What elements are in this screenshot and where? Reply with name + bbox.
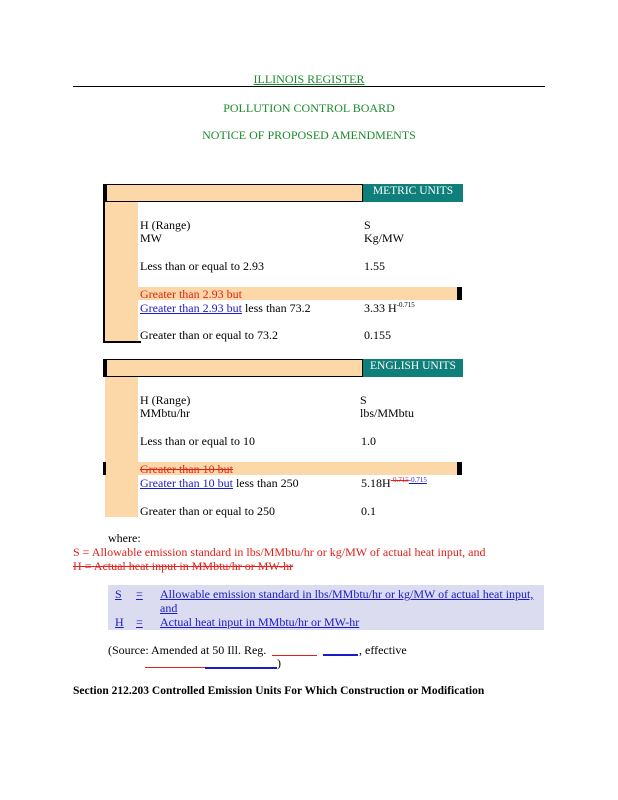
english-col1-unit: MMbtu/hr <box>140 406 191 420</box>
english-units-label: ENGLISH UNITS <box>363 359 463 377</box>
english-row2-label <box>140 476 299 491</box>
old-s-definition: S = Allowable emission standard in lbs/MMbtu/hr or kg/MW of actual heat input, and <box>73 545 486 559</box>
effective-blank-red <box>145 667 205 668</box>
source-blank-blue <box>323 654 358 656</box>
metric-row2-rest: less than 73.2 <box>241 301 311 315</box>
metric-row2-marker <box>457 287 462 300</box>
english-row1-value: 1.0 <box>361 434 376 448</box>
metric-row3-label: Greater than or equal to 73.2 <box>140 328 278 342</box>
metric-bottom-border <box>103 341 141 343</box>
source-effective: , effective <box>359 643 407 657</box>
english-side-fill <box>105 377 138 517</box>
metric-col1-unit: MW <box>140 231 162 245</box>
register-title: ILLINOIS REGISTER <box>253 72 365 86</box>
metric-col1-head: H (Range) <box>140 218 191 232</box>
english-col2-unit: lbs/MMbtu <box>360 406 415 420</box>
english-row2-deleted: Greater than 10 but <box>140 462 233 476</box>
old-h-definition: H = Actual heat input in MMbtu/hr or MW-hr <box>73 559 294 573</box>
english-col2-head: S <box>360 393 367 407</box>
new-s-and: and <box>160 601 178 615</box>
board-title: POLLUTION CONTROL BOARD <box>223 101 395 115</box>
metric-header-border <box>105 184 363 202</box>
metric-row3-value: 0.155 <box>364 328 391 342</box>
new-s-text: Allowable emission standard in lbs/MMbtu/hr or kg/MW of actual heat input, <box>160 587 534 601</box>
metric-row2-deleted: Greater than 2.93 but <box>140 287 242 301</box>
section-heading: Section 212.203 Controlled Emission Units For Which Construction or Modification <box>73 685 485 697</box>
english-row2-rest: less than 250 <box>232 476 299 490</box>
english-header-border <box>105 359 363 377</box>
english-row2-value: $5.18H^{-0.715-0.715}$ <box>361 476 427 490</box>
english-row2-inserted: Greater than 10 but <box>140 476 233 490</box>
new-s-symbol: S <box>115 587 122 601</box>
source-text: (Source: Amended at 50 Ill. Reg. <box>108 643 267 657</box>
metric-row2-label <box>140 301 311 316</box>
new-h-equals: = <box>136 615 143 629</box>
english-row1-label: Less than or equal to 10 <box>140 434 255 448</box>
metric-row2-value: 3.33 $H^{-0.715}$ <box>364 301 415 315</box>
new-h-symbol: H <box>115 615 124 629</box>
new-s-equals: = <box>136 587 143 601</box>
notice-title: NOTICE OF PROPOSED AMENDMENTS <box>202 128 416 142</box>
metric-col2-unit: Kg/MW <box>364 231 404 245</box>
english-row2-marker <box>457 462 462 475</box>
header-rule <box>73 86 545 87</box>
source-close: ) <box>277 656 281 670</box>
english-left-border <box>103 359 105 377</box>
metric-units-label: METRIC UNITS <box>363 184 463 202</box>
new-h-text: Actual heat input in MMbtu/hr or MW-hr <box>160 615 360 629</box>
metric-row1-value: 1.55 <box>364 259 385 273</box>
english-row2-left-marker <box>103 462 106 475</box>
metric-col2-head: S <box>364 218 371 232</box>
metric-row2-inserted: Greater than 2.93 but <box>140 301 242 315</box>
where-label: where: <box>108 531 141 545</box>
metric-row1-label: Less than or equal to 2.93 <box>140 259 264 273</box>
english-row3-label: Greater than or equal to 250 <box>140 504 275 518</box>
effective-blank-blue <box>205 667 277 669</box>
english-row3-value: 0.1 <box>361 504 376 518</box>
metric-left-border <box>103 184 105 342</box>
metric-side-fill <box>105 202 138 342</box>
english-col1-head: H (Range) <box>140 393 191 407</box>
